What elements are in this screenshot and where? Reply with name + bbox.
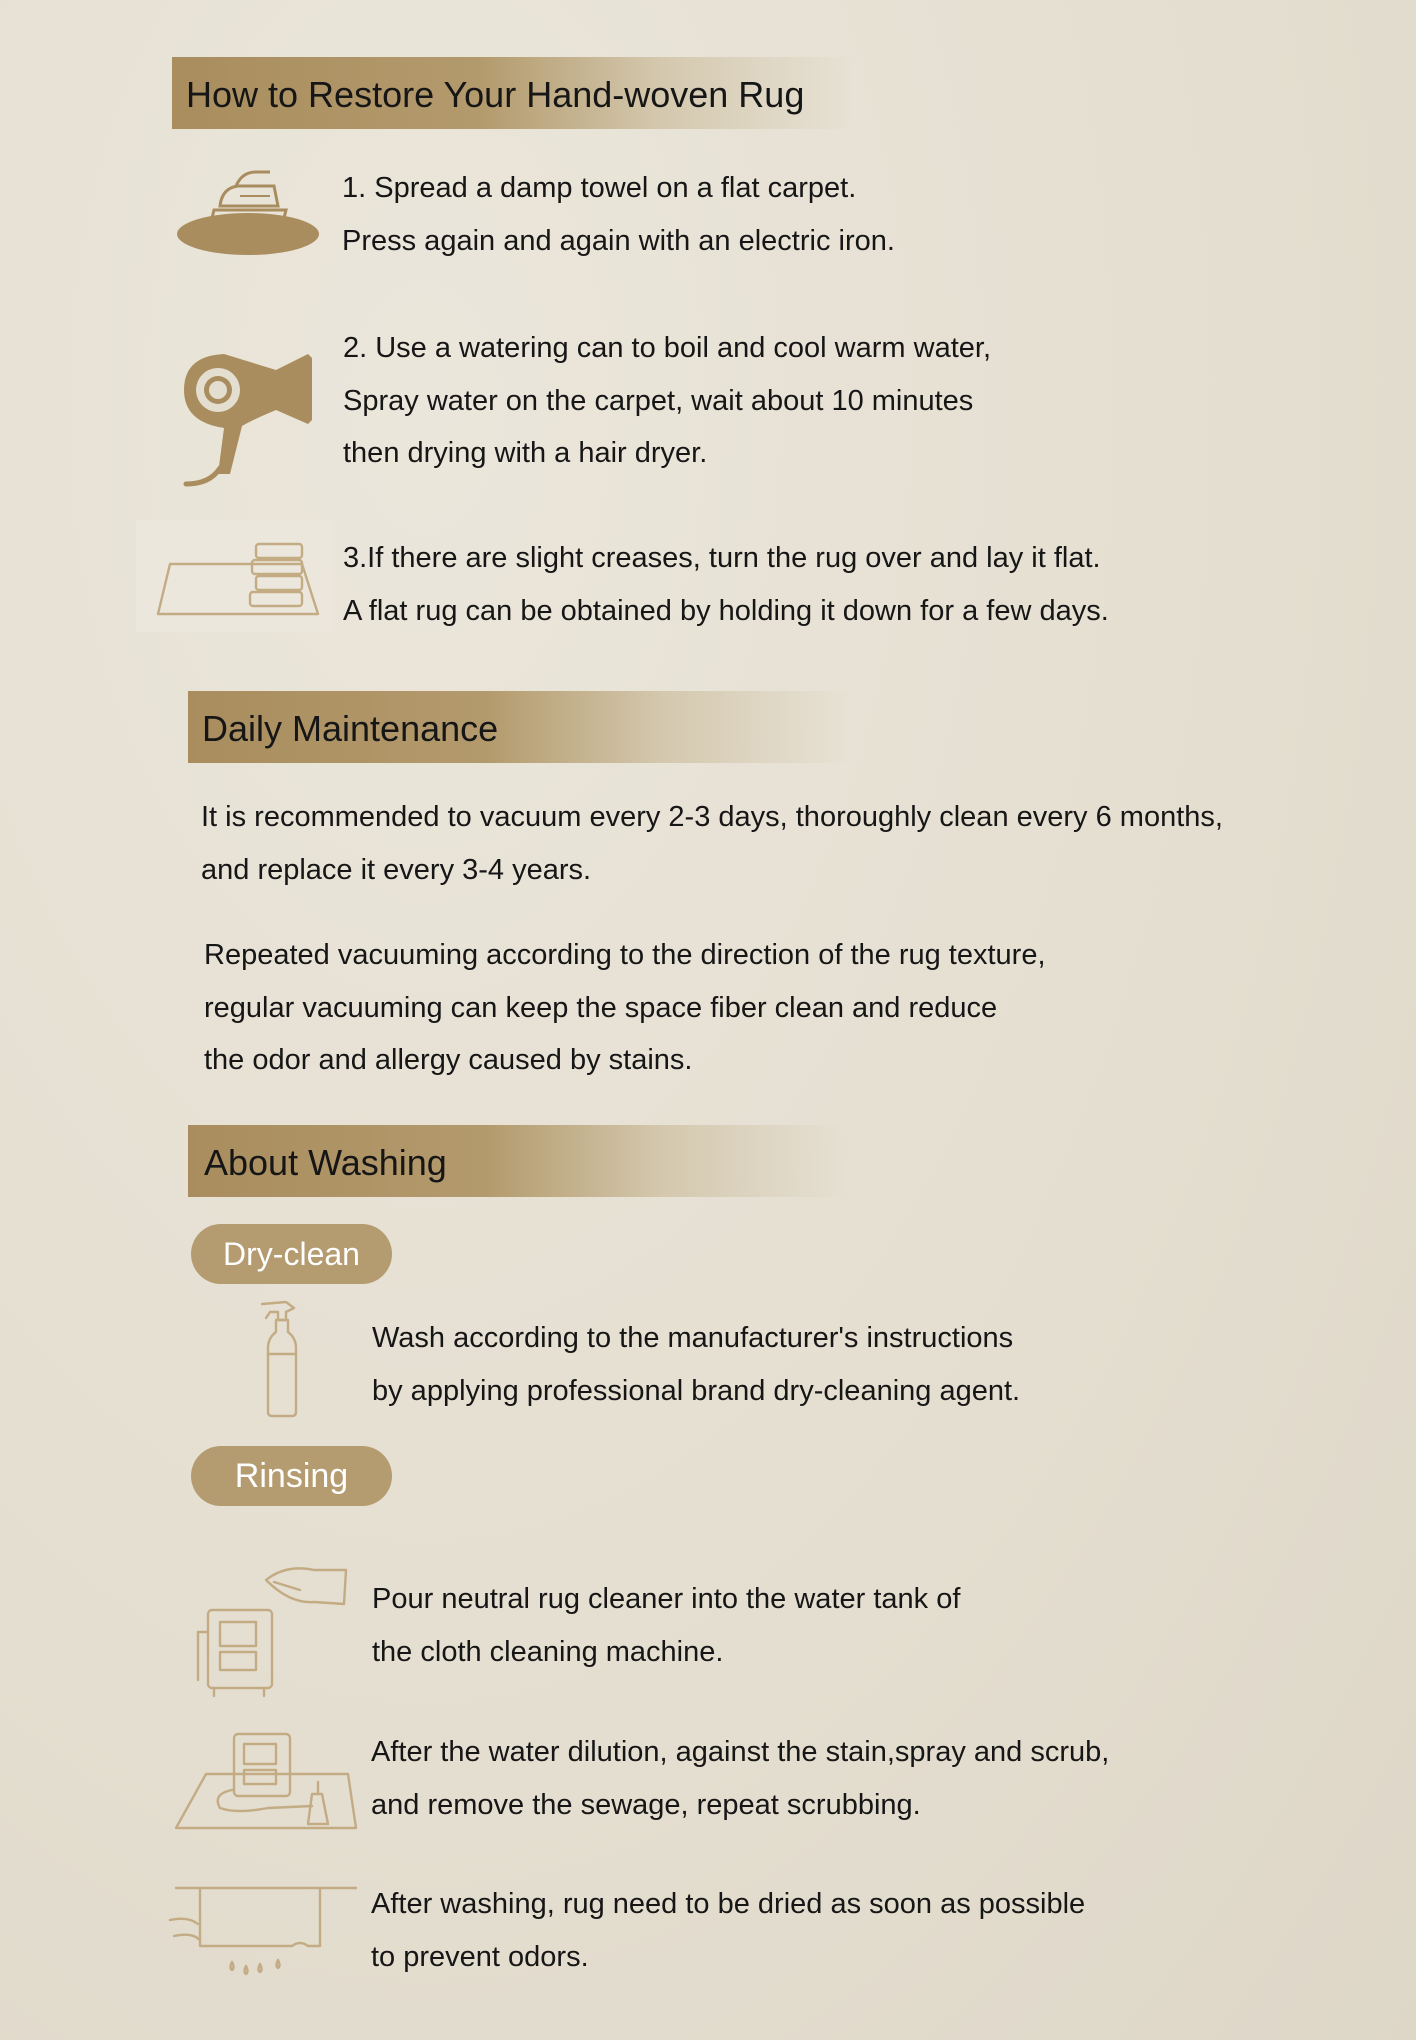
daily-paragraph-2: Repeated vacuuming according to the direction of the rug texture, regular vacuuming can keep the space fiber clean and reduce the odor and allergy caused by stains. bbox=[204, 939, 1046, 1076]
rinsing-badge: Rinsing bbox=[191, 1446, 392, 1506]
dry-clean-text: Wash according to the manufacturer's instructions by applying professional brand dry-cleaning agent. bbox=[372, 1322, 1021, 1407]
hair-dryer-icon bbox=[180, 350, 314, 488]
daily-paragraph-1: It is recommended to vacuum every 2-3 days, thoroughly clean every 6 months, and replace it every 3-4 years. bbox=[201, 801, 1223, 886]
section-banner-washing bbox=[188, 1125, 848, 1197]
dry-clean-badge: Dry-clean bbox=[191, 1224, 392, 1284]
section-banner-restore bbox=[172, 57, 852, 129]
spray-bottle-icon bbox=[256, 1298, 306, 1418]
section-banner-daily bbox=[188, 691, 848, 763]
iron-icon bbox=[176, 166, 320, 258]
cleaner-machine-icon bbox=[190, 1560, 350, 1700]
rinsing-step-2: After the water dilution, against the stain,spray and scrub, and remove the sewage, repeat scrubbing. bbox=[371, 1736, 1110, 1821]
restore-step-2: 2. Use a watering can to boil and cool warm water, Spray water on the carpet, wait about 10 minutes then drying with a hair dryer. bbox=[343, 332, 991, 469]
restore-step-1: 1. Spread a damp towel on a flat carpet. Press again and again with an electric iron. bbox=[342, 172, 895, 257]
section-title-restore: How to Restore Your Hand-woven Rug bbox=[186, 74, 805, 115]
section-title-washing: About Washing bbox=[204, 1142, 447, 1183]
rinsing-step-1: Pour neutral rug cleaner into the water tank of the cloth cleaning machine. bbox=[372, 1583, 961, 1668]
books-on-rug-icon bbox=[136, 520, 332, 632]
scrubbing-machine-icon bbox=[172, 1728, 358, 1832]
restore-step-3: 3.If there are slight creases, turn the rug over and lay it flat. A flat rug can be obtained by holding it down for a few days. bbox=[343, 542, 1109, 627]
drying-rug-icon bbox=[170, 1880, 360, 1984]
section-title-daily: Daily Maintenance bbox=[202, 708, 499, 749]
rinsing-step-3: After washing, rug need to be dried as soon as possible to prevent odors. bbox=[371, 1888, 1086, 1973]
